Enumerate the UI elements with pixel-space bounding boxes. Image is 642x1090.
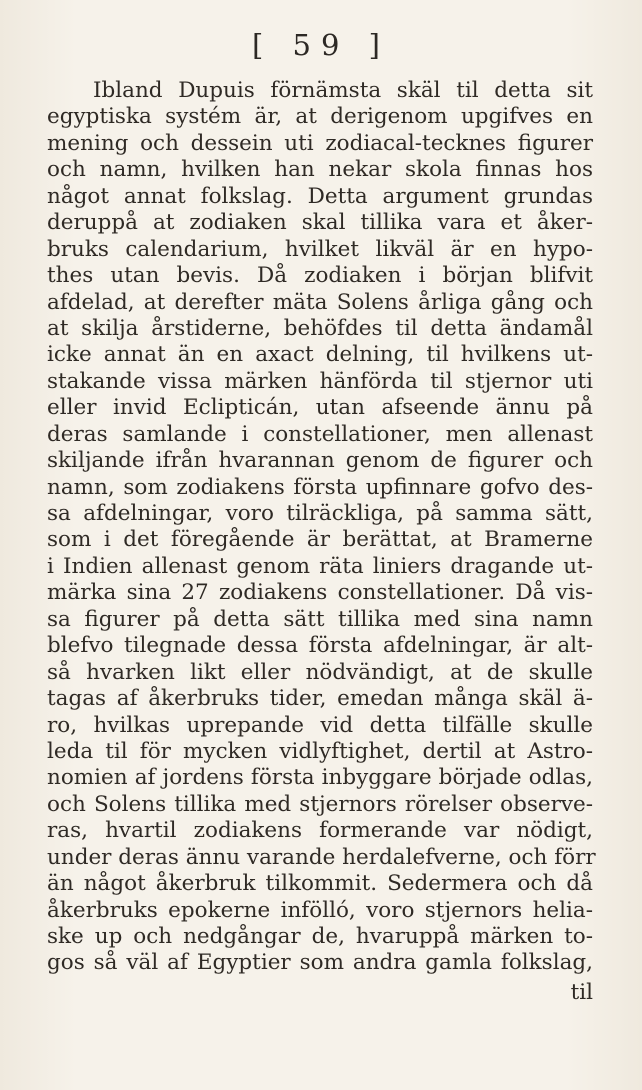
text-line: ras, hvartil zodiakens formerande var nödigt, bbox=[47, 818, 593, 844]
text-line: sa afdelningar, voro tilräckliga, på samma sätt, bbox=[47, 501, 593, 526]
text-line: skiljande ifrån hvarannan genom de figurer och bbox=[47, 448, 593, 474]
text-line: egyptiska systém är, at derigenom upgifves en bbox=[47, 104, 593, 130]
text-line: i Indien allenast genom räta liniers dragande ut- bbox=[47, 553, 593, 579]
text-line: Ibland Dupuis förnämsta skäl til detta sit bbox=[93, 78, 593, 103]
text-line: något annat folkslag. Detta argument grundas bbox=[47, 183, 593, 209]
text-line: och namn, hvilken han nekar skola finnas hos bbox=[47, 157, 593, 183]
text-line: stakande vissa märken hänförda til stjernor uti bbox=[47, 368, 593, 394]
text-line: tagas af åkerbruks tider, emedan många skäl ä- bbox=[47, 686, 593, 712]
text-line: bruks calendarium, hvilket likväl är en hypo- bbox=[47, 236, 593, 262]
text-line: så hvarken likt eller nödvändigt, at de skulle bbox=[47, 659, 593, 685]
text-line: än något åkerbruk tilkommit. Sedermera och då bbox=[47, 871, 593, 897]
text-line: at skilja årstiderne, behöfdes til detta ändamål bbox=[47, 315, 593, 341]
text-line: ro, hvilkas uprepande vid detta tilfälle skulle bbox=[47, 712, 593, 738]
text-line: eller invid Eclipticán, utan afseende ännu på bbox=[47, 395, 593, 421]
text-line: som i det föregående är berättat, at Bramerne bbox=[47, 527, 593, 553]
text-line: deras samlande i constellationer, men allenast bbox=[47, 421, 593, 447]
text-line: sa figurer på detta sätt tillika med sina namn bbox=[47, 606, 593, 632]
text-line: thes utan bevis. Då zodiaken i början blifvit bbox=[47, 263, 593, 289]
text-line: under deras ännu varande herdalefverne, och förr bbox=[47, 844, 596, 870]
page-number: [ 59 ] bbox=[252, 28, 390, 62]
text-line: icke annat än en axact delning, til hvilkens ut- bbox=[47, 342, 593, 368]
catchword: til bbox=[570, 980, 593, 1005]
text-line: namn, som zodiakens första upfinnare gofvo des- bbox=[47, 474, 593, 500]
text-line: afdelad, at derefter mäta Solens årliga gång och bbox=[47, 289, 593, 315]
text-line: och Solens tillika med stjernors rörelser observe- bbox=[47, 791, 593, 817]
text-line: märka sina 27 zodiakens constellationer. Då vis- bbox=[47, 580, 593, 606]
text-line: mening och dessein uti zodiacal-tecknes figurer bbox=[47, 130, 593, 156]
text-line: åkerbruks epokerne infölló, voro stjernors helia- bbox=[47, 897, 593, 923]
text-line: nomien af jordens första inbyggare började odlas, bbox=[47, 765, 593, 791]
text-line: ske up och nedgångar de, hvaruppå märken to- bbox=[47, 924, 593, 949]
body-text bbox=[47, 78, 596, 977]
text-line: gos så väl af Egyptier som andra gamla folkslag, bbox=[47, 950, 593, 976]
text-line: blefvo tilegnade dessa första afdelningar, är alt- bbox=[47, 633, 593, 659]
text-line: leda til för mycken vidlyftighet, dertil at Astro- bbox=[47, 738, 593, 764]
text-line: deruppå at zodiaken skal tillika vara et åker- bbox=[47, 210, 593, 236]
